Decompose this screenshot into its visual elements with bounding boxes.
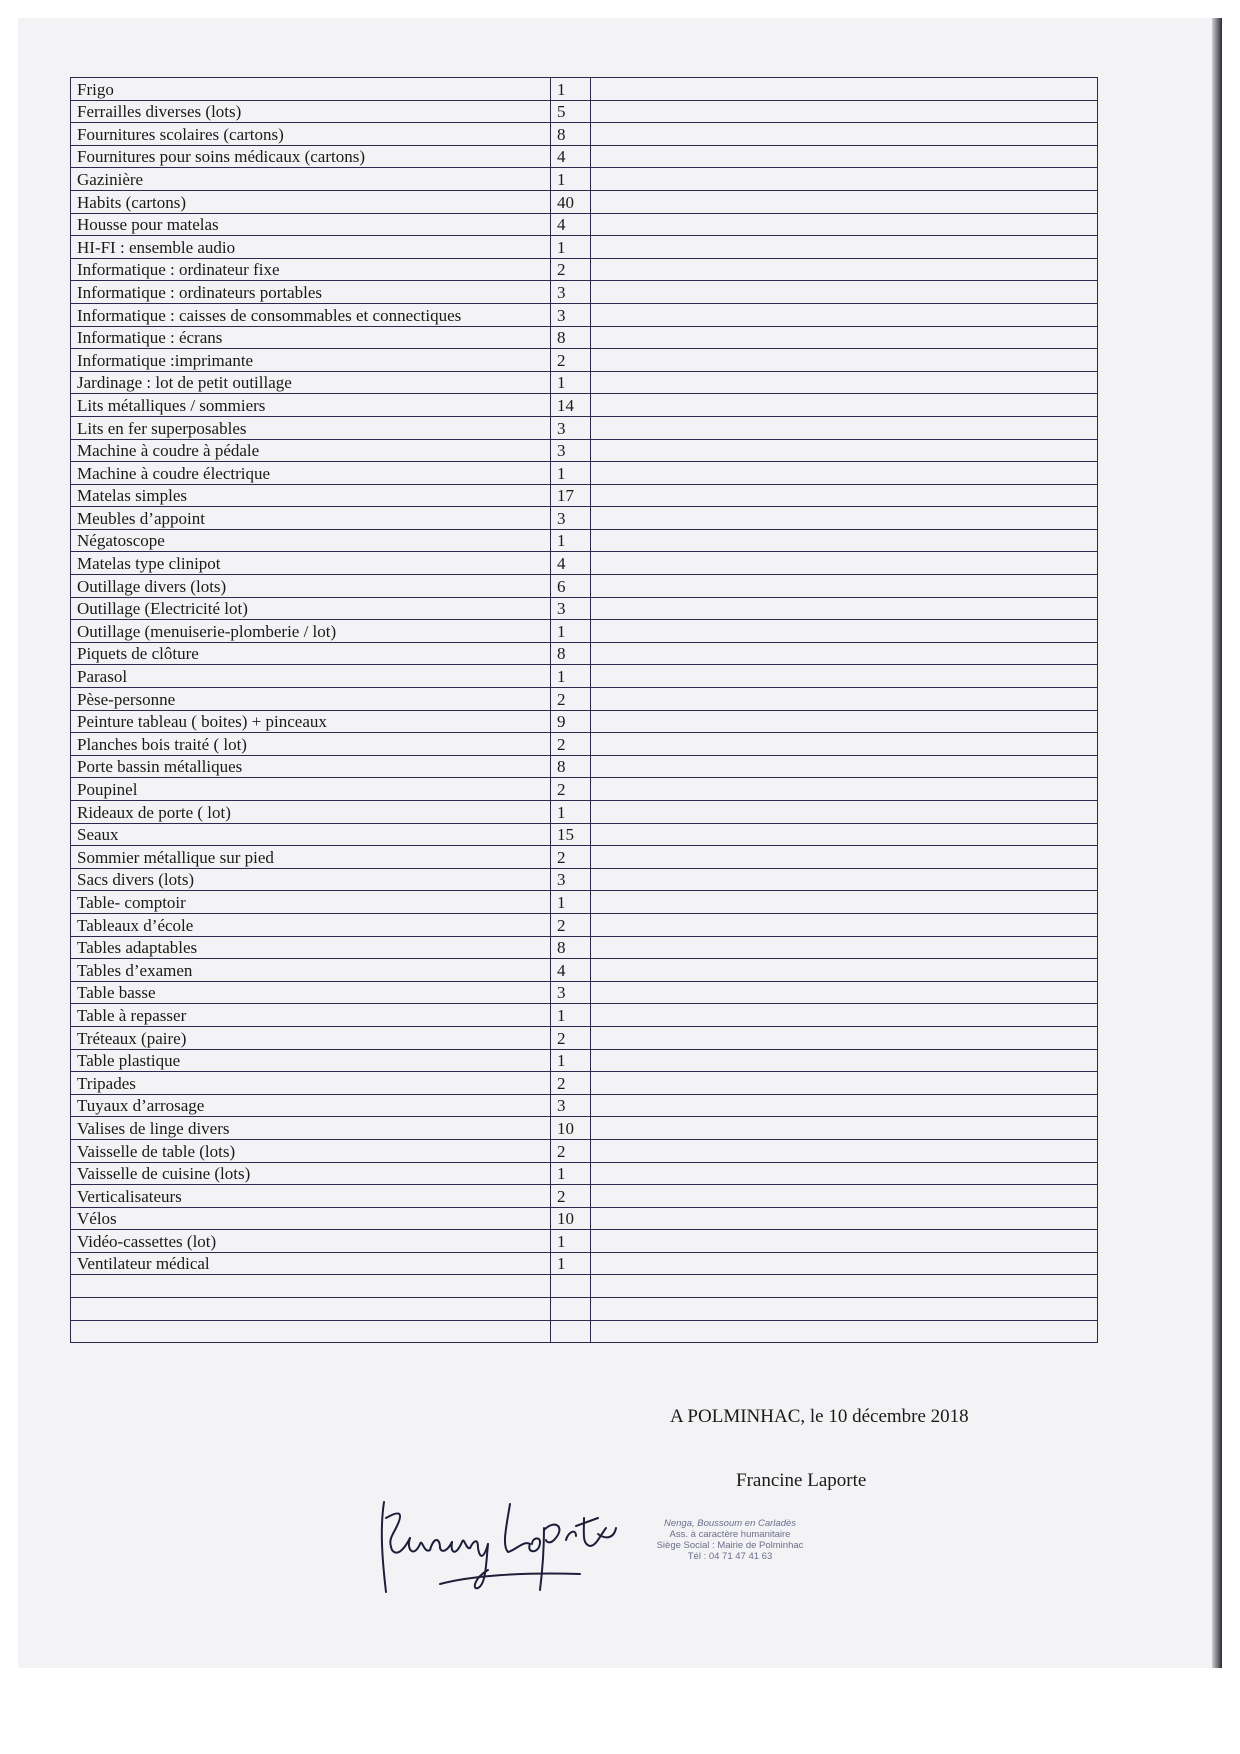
notes-cell — [591, 507, 1098, 530]
table-row — [71, 123, 1098, 146]
table-row — [71, 778, 1098, 801]
notes-cell — [591, 394, 1098, 417]
notes-cell — [591, 123, 1098, 146]
quantity-cell: 3 — [551, 439, 591, 462]
quantity-cell: 1 — [551, 665, 591, 688]
quantity-cell: 6 — [551, 575, 591, 598]
quantity-cell: 2 — [551, 349, 591, 372]
table-row — [71, 1185, 1098, 1208]
association-stamp — [640, 1518, 820, 1562]
notes-cell — [591, 1320, 1098, 1343]
quantity-cell: 1 — [551, 462, 591, 485]
table-row — [71, 529, 1098, 552]
stamp-association-type: Ass. à caractère humanitaire — [669, 1529, 791, 1540]
stamp-association-name: Nenga, Boussoum en Carladès — [663, 1518, 797, 1529]
item-name-cell: Informatique : caisses de consommables et connectiques — [71, 303, 551, 326]
quantity-cell: 1 — [551, 1049, 591, 1072]
table-row — [71, 688, 1098, 711]
item-name-cell: HI-FI : ensemble audio — [71, 236, 551, 259]
table-row — [71, 823, 1098, 846]
item-name-cell: Porte bassin métalliques — [71, 755, 551, 778]
notes-cell — [591, 462, 1098, 485]
table-row — [71, 236, 1098, 259]
notes-cell — [591, 349, 1098, 372]
notes-cell — [591, 688, 1098, 711]
table-row — [71, 597, 1098, 620]
quantity-cell: 1 — [551, 236, 591, 259]
notes-cell — [591, 1072, 1098, 1095]
quantity-cell: 1 — [551, 1252, 591, 1275]
table-row — [71, 755, 1098, 778]
quantity-cell: 17 — [551, 484, 591, 507]
notes-cell — [591, 846, 1098, 869]
item-name-cell: Rideaux de porte ( lot) — [71, 801, 551, 824]
table-row — [71, 78, 1098, 101]
item-name-cell: Machine à coudre à pédale — [71, 439, 551, 462]
quantity-cell: 4 — [551, 959, 591, 982]
quantity-cell: 1 — [551, 620, 591, 643]
notes-cell — [591, 755, 1098, 778]
notes-cell — [591, 236, 1098, 259]
quantity-cell: 10 — [551, 1117, 591, 1140]
notes-cell — [591, 959, 1098, 982]
notes-cell — [591, 1207, 1098, 1230]
item-name-cell: Pèse-personne — [71, 688, 551, 711]
table-row — [71, 168, 1098, 191]
quantity-cell: 1 — [551, 801, 591, 824]
notes-cell — [591, 371, 1098, 394]
table-row — [71, 1207, 1098, 1230]
item-name-cell: Piquets de clôture — [71, 642, 551, 665]
quantity-cell: 40 — [551, 190, 591, 213]
notes-cell — [591, 258, 1098, 281]
quantity-cell: 1 — [551, 371, 591, 394]
notes-cell — [591, 1117, 1098, 1140]
table-row — [71, 258, 1098, 281]
quantity-cell: 3 — [551, 303, 591, 326]
quantity-cell: 1 — [551, 168, 591, 191]
item-name-cell: Tables d’examen — [71, 959, 551, 982]
item-name-cell: Fournitures scolaires (cartons) — [71, 123, 551, 146]
item-name-cell: Lits en fer superposables — [71, 416, 551, 439]
notes-cell — [591, 1162, 1098, 1185]
table-row — [71, 1004, 1098, 1027]
quantity-cell — [551, 1320, 591, 1343]
table-row — [71, 416, 1098, 439]
table-row — [71, 326, 1098, 349]
item-name-cell: Jardinage : lot de petit outillage — [71, 371, 551, 394]
notes-cell — [591, 1252, 1098, 1275]
quantity-cell: 2 — [551, 1139, 591, 1162]
notes-cell — [591, 1275, 1098, 1298]
quantity-cell: 3 — [551, 416, 591, 439]
quantity-cell: 1 — [551, 1162, 591, 1185]
table-row — [71, 1117, 1098, 1140]
quantity-cell: 2 — [551, 846, 591, 869]
item-name-cell: Ventilateur médical — [71, 1252, 551, 1275]
item-name-cell: Lits métalliques / sommiers — [71, 394, 551, 417]
item-name-cell: Vélos — [71, 1207, 551, 1230]
table-row — [71, 462, 1098, 485]
notes-cell — [591, 552, 1098, 575]
item-name-cell: Sacs divers (lots) — [71, 868, 551, 891]
notes-cell — [591, 597, 1098, 620]
table-row — [71, 846, 1098, 869]
item-name-cell: Table plastique — [71, 1049, 551, 1072]
item-name-cell — [71, 1275, 551, 1298]
table-row — [71, 100, 1098, 123]
table-row — [71, 439, 1098, 462]
table-row — [71, 1230, 1098, 1253]
notes-cell — [591, 303, 1098, 326]
notes-cell — [591, 575, 1098, 598]
notes-cell — [591, 1094, 1098, 1117]
notes-cell — [591, 823, 1098, 846]
item-name-cell: Meubles d’appoint — [71, 507, 551, 530]
table-row — [71, 642, 1098, 665]
item-name-cell: Informatique : ordinateur fixe — [71, 258, 551, 281]
table-row — [71, 552, 1098, 575]
table-row — [71, 507, 1098, 530]
notes-cell — [591, 145, 1098, 168]
item-name-cell: Tuyaux d’arrosage — [71, 1094, 551, 1117]
notes-cell — [591, 100, 1098, 123]
quantity-cell — [551, 1298, 591, 1321]
table-row — [71, 913, 1098, 936]
item-name-cell — [71, 1298, 551, 1321]
quantity-cell: 3 — [551, 1094, 591, 1117]
inventory-table — [70, 77, 1098, 1343]
table-row — [71, 190, 1098, 213]
item-name-cell: Matelas type clinipot — [71, 552, 551, 575]
quantity-cell: 2 — [551, 688, 591, 711]
quantity-cell: 2 — [551, 1026, 591, 1049]
notes-cell — [591, 1139, 1098, 1162]
item-name-cell: Tréteaux (paire) — [71, 1026, 551, 1049]
quantity-cell: 8 — [551, 123, 591, 146]
item-name-cell: Seaux — [71, 823, 551, 846]
notes-cell — [591, 1230, 1098, 1253]
item-name-cell: Tripades — [71, 1072, 551, 1095]
notes-cell — [591, 78, 1098, 101]
quantity-cell: 3 — [551, 597, 591, 620]
item-name-cell: Table à repasser — [71, 1004, 551, 1027]
quantity-cell: 2 — [551, 1072, 591, 1095]
table-row — [71, 710, 1098, 733]
quantity-cell: 1 — [551, 78, 591, 101]
notes-cell — [591, 1185, 1098, 1208]
scan-edge — [1212, 18, 1222, 1668]
quantity-cell: 8 — [551, 936, 591, 959]
item-name-cell: Parasol — [71, 665, 551, 688]
table-row — [71, 281, 1098, 304]
quantity-cell: 8 — [551, 755, 591, 778]
table-row — [71, 1162, 1098, 1185]
quantity-cell: 5 — [551, 100, 591, 123]
table-row — [71, 1094, 1098, 1117]
table-row — [71, 145, 1098, 168]
table-row — [71, 936, 1098, 959]
notes-cell — [591, 168, 1098, 191]
item-name-cell: Machine à coudre électrique — [71, 462, 551, 485]
notes-cell — [591, 620, 1098, 643]
quantity-cell: 4 — [551, 552, 591, 575]
quantity-cell: 3 — [551, 981, 591, 1004]
item-name-cell: Informatique :imprimante — [71, 349, 551, 372]
table-row — [71, 1072, 1098, 1095]
notes-cell — [591, 416, 1098, 439]
item-name-cell: Table- comptoir — [71, 891, 551, 914]
item-name-cell: Outillage (Electricité lot) — [71, 597, 551, 620]
table-row — [71, 959, 1098, 982]
item-name-cell: Informatique : écrans — [71, 326, 551, 349]
table-row — [71, 1252, 1098, 1275]
quantity-cell: 15 — [551, 823, 591, 846]
table-row — [71, 394, 1098, 417]
item-name-cell: Négatoscope — [71, 529, 551, 552]
notes-cell — [591, 1026, 1098, 1049]
quantity-cell: 2 — [551, 778, 591, 801]
table-row — [71, 1275, 1098, 1298]
item-name-cell: Housse pour matelas — [71, 213, 551, 236]
item-name-cell: Outillage (menuiserie-plomberie / lot) — [71, 620, 551, 643]
notes-cell — [591, 642, 1098, 665]
notes-cell — [591, 868, 1098, 891]
notes-cell — [591, 484, 1098, 507]
table-row — [71, 1049, 1098, 1072]
quantity-cell: 10 — [551, 1207, 591, 1230]
table-row — [71, 213, 1098, 236]
notes-cell — [591, 1298, 1098, 1321]
quantity-cell: 3 — [551, 868, 591, 891]
item-name-cell: Outillage divers (lots) — [71, 575, 551, 598]
table-row — [71, 620, 1098, 643]
table-row — [71, 349, 1098, 372]
notes-cell — [591, 801, 1098, 824]
notes-cell — [591, 529, 1098, 552]
place-date: A POLMINHAC, le 10 décembre 2018 — [670, 1406, 969, 1427]
item-name-cell: Gazinière — [71, 168, 551, 191]
quantity-cell: 3 — [551, 507, 591, 530]
notes-cell — [591, 439, 1098, 462]
item-name-cell: Vaisselle de cuisine (lots) — [71, 1162, 551, 1185]
item-name-cell — [71, 1320, 551, 1343]
quantity-cell: 4 — [551, 213, 591, 236]
table-row — [71, 733, 1098, 756]
stamp-phone: Tél : 04 71 47 41 63 — [687, 1551, 773, 1562]
item-name-cell: Valises de linge divers — [71, 1117, 551, 1140]
notes-cell — [591, 891, 1098, 914]
table-row — [71, 575, 1098, 598]
item-name-cell: Fournitures pour soins médicaux (cartons) — [71, 145, 551, 168]
table-row — [71, 868, 1098, 891]
table-row — [71, 1026, 1098, 1049]
quantity-cell: 1 — [551, 1004, 591, 1027]
item-name-cell: Verticalisateurs — [71, 1185, 551, 1208]
quantity-cell: 8 — [551, 642, 591, 665]
table-row — [71, 981, 1098, 1004]
item-name-cell: Poupinel — [71, 778, 551, 801]
table-row — [71, 1298, 1098, 1321]
table-row — [71, 371, 1098, 394]
table-row — [71, 1139, 1098, 1162]
notes-cell — [591, 213, 1098, 236]
notes-cell — [591, 913, 1098, 936]
item-name-cell: Table basse — [71, 981, 551, 1004]
table-row — [71, 303, 1098, 326]
quantity-cell: 2 — [551, 913, 591, 936]
quantity-cell: 1 — [551, 1230, 591, 1253]
quantity-cell — [551, 1275, 591, 1298]
table-row — [71, 891, 1098, 914]
item-name-cell: Tables adaptables — [71, 936, 551, 959]
quantity-cell: 4 — [551, 145, 591, 168]
notes-cell — [591, 936, 1098, 959]
quantity-cell: 1 — [551, 529, 591, 552]
notes-cell — [591, 733, 1098, 756]
notes-cell — [591, 981, 1098, 1004]
table-row — [71, 1320, 1098, 1343]
notes-cell — [591, 710, 1098, 733]
item-name-cell: Matelas simples — [71, 484, 551, 507]
item-name-cell: Peinture tableau ( boites) + pinceaux — [71, 710, 551, 733]
item-name-cell: Vaisselle de table (lots) — [71, 1139, 551, 1162]
item-name-cell: Habits (cartons) — [71, 190, 551, 213]
stamp-head-office: Siège Social : Mairie de Polminhac — [656, 1540, 804, 1551]
quantity-cell: 9 — [551, 710, 591, 733]
item-name-cell: Vidéo-cassettes (lot) — [71, 1230, 551, 1253]
item-name-cell: Ferrailles diverses (lots) — [71, 100, 551, 123]
notes-cell — [591, 326, 1098, 349]
quantity-cell: 14 — [551, 394, 591, 417]
item-name-cell: Sommier métallique sur pied — [71, 846, 551, 869]
quantity-cell: 3 — [551, 281, 591, 304]
signatory-name: Francine Laporte — [736, 1470, 867, 1491]
item-name-cell: Planches bois traité ( lot) — [71, 733, 551, 756]
notes-cell — [591, 1049, 1098, 1072]
quantity-cell: 2 — [551, 733, 591, 756]
quantity-cell: 8 — [551, 326, 591, 349]
quantity-cell: 2 — [551, 258, 591, 281]
quantity-cell: 1 — [551, 891, 591, 914]
handwritten-signature — [370, 1488, 620, 1598]
item-name-cell: Informatique : ordinateurs portables — [71, 281, 551, 304]
table-row — [71, 484, 1098, 507]
quantity-cell: 2 — [551, 1185, 591, 1208]
notes-cell — [591, 1004, 1098, 1027]
notes-cell — [591, 665, 1098, 688]
table-row — [71, 665, 1098, 688]
item-name-cell: Tableaux d’école — [71, 913, 551, 936]
table-row — [71, 801, 1098, 824]
notes-cell — [591, 778, 1098, 801]
item-name-cell: Frigo — [71, 78, 551, 101]
notes-cell — [591, 190, 1098, 213]
notes-cell — [591, 281, 1098, 304]
inventory-body — [71, 78, 1098, 1343]
